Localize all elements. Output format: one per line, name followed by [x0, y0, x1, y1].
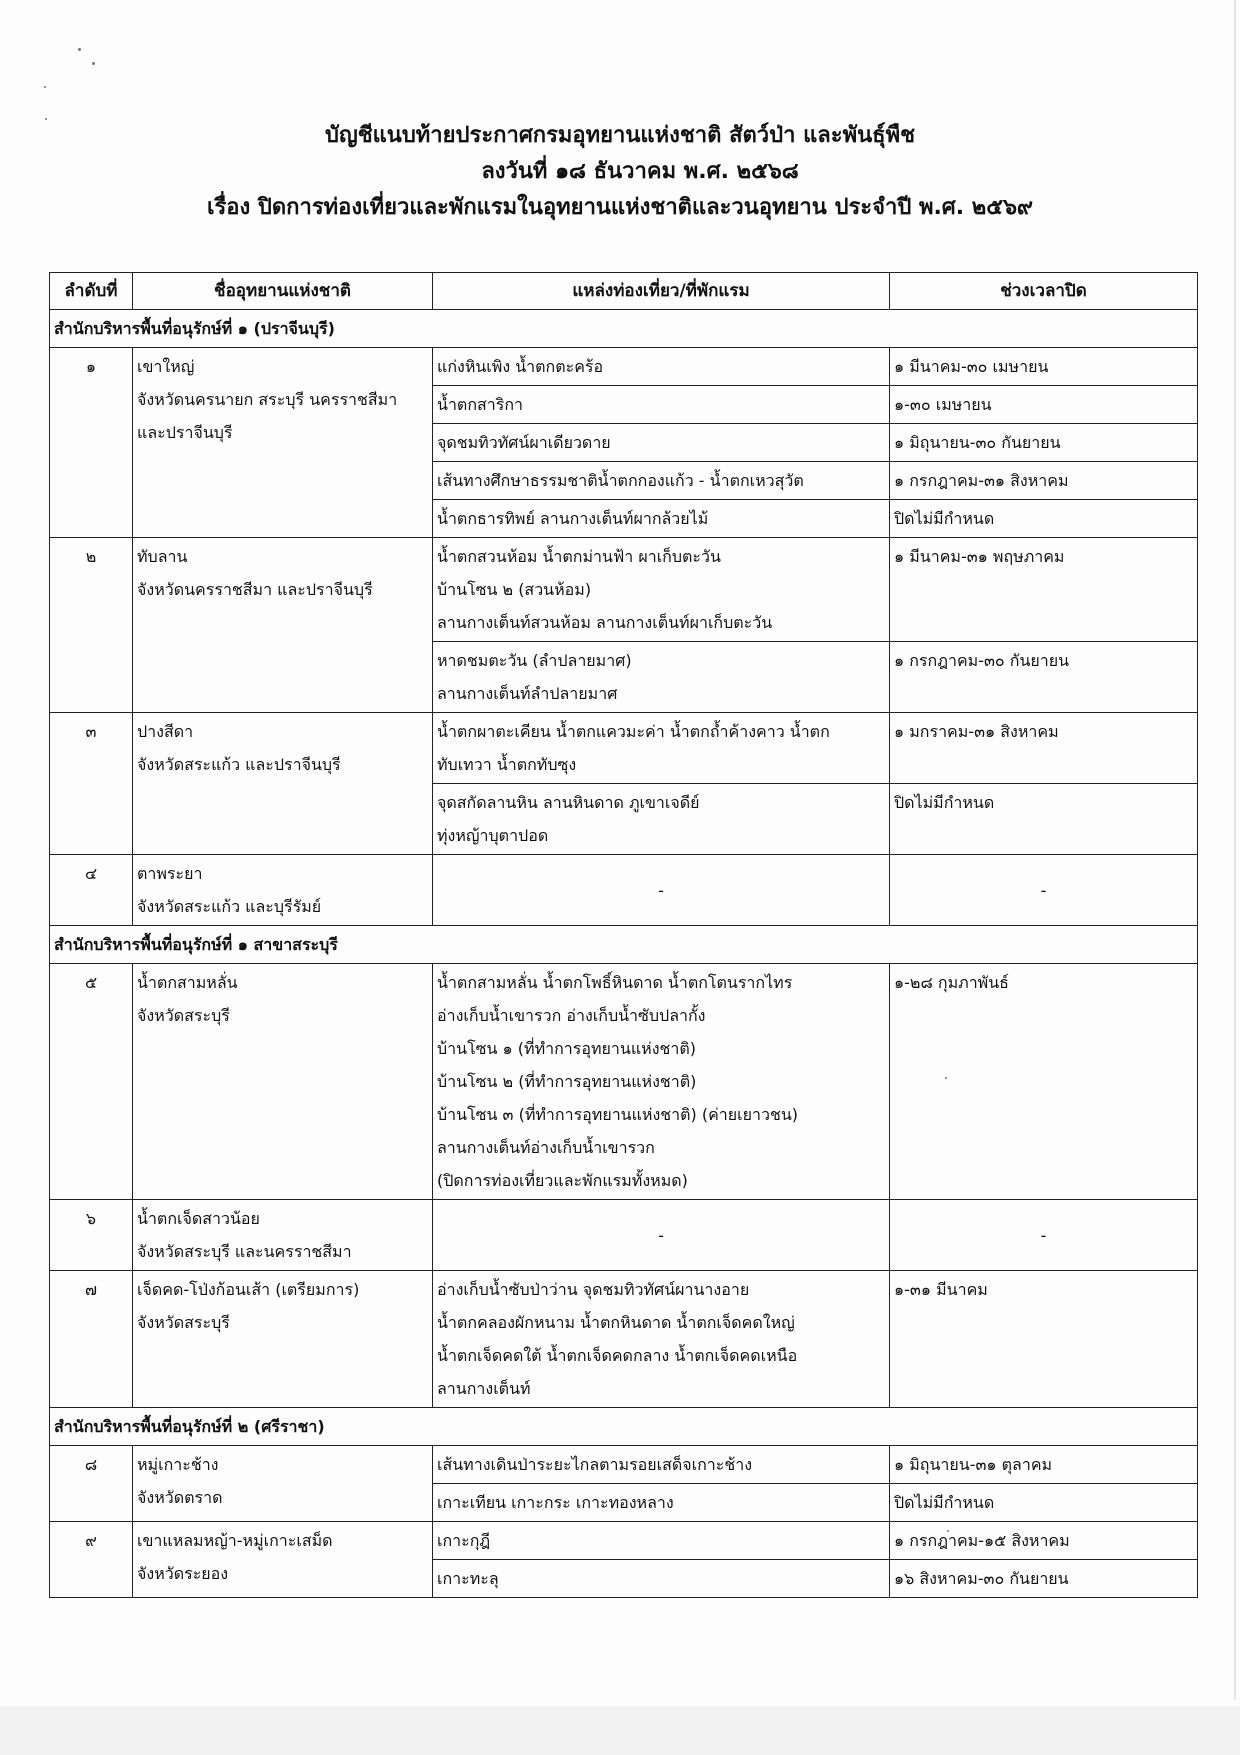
place-text: เกาะกุฎี — [437, 1531, 491, 1550]
table-row — [50, 1271, 1198, 1408]
place-text: หาดชมตะวัน (ลำปลายมาศ) — [437, 651, 632, 670]
park-name: หมู่เกาะช้าง — [137, 1455, 219, 1474]
park-name-cell — [133, 1271, 433, 1408]
park-name: ปางสีดา — [137, 722, 194, 741]
table-header-row — [50, 273, 1198, 310]
park-number: ๒ — [50, 538, 133, 713]
place-cell: - — [433, 1200, 890, 1271]
place-cell — [433, 1271, 890, 1408]
park-province: จังหวัดสระแก้ว และบุรีรัมย์ — [137, 897, 322, 916]
table-row — [50, 1522, 1198, 1560]
table-row — [50, 855, 1198, 926]
page-edge-shadow — [1234, 0, 1236, 1700]
park-province: จังหวัดสระบุรี — [137, 1006, 230, 1025]
park-name-cell — [133, 964, 433, 1200]
place-text: (ปิดการท่องเที่ยวและพักแรมทั้งหมด) — [437, 1171, 688, 1190]
place-text: เกาะเทียน เกาะกระ เกาะทองหลาง — [437, 1493, 674, 1512]
header-line-1: บัญชีแนบท้ายประกาศกรมอุทยานแห่งชาติ สัตว์ป่า และพันธุ์พืช — [324, 123, 916, 148]
place-cell — [433, 964, 890, 1200]
scan-bottom-margin — [0, 1706, 1240, 1755]
park-province: จังหวัดนครนายก สระบุรี นครราชสีมา — [137, 390, 398, 409]
table-row — [50, 1200, 1198, 1271]
section-title: สำนักบริหารพื้นที่อนุรักษ์ที่ ๑ (ปราจีนบุรี) — [50, 310, 1198, 348]
park-number: ๘ — [50, 1446, 133, 1522]
place-text: อ่างเก็บน้ำซับป่าว่าน จุดชมทิวทัศน์ผานางอาย — [437, 1280, 750, 1299]
park-name: เขาใหญ่ — [137, 357, 195, 376]
col-header-no: ลำดับที่ — [50, 273, 133, 310]
table-row — [50, 964, 1198, 1200]
place-text: ลานกางเต็นท์ — [437, 1379, 531, 1398]
header-line-2: ลงวันที่ ๑๘ ธันวาคม พ.ศ. ๒๕๖๘ — [481, 159, 799, 184]
place-cell — [433, 538, 890, 642]
place-cell — [433, 424, 890, 462]
park-name-cell — [133, 348, 433, 538]
table-row — [50, 348, 1198, 386]
park-number: ๓ — [50, 713, 133, 855]
section-title: สำนักบริหารพื้นที่อนุรักษ์ที่ ๒ (ศรีราชา) — [50, 1408, 1198, 1446]
place-cell — [433, 386, 890, 424]
place-text: น้ำตกคลองผักหนาม น้ำตกหินดาด น้ำตกเจ็ดคดใหญ่ — [437, 1313, 795, 1332]
place-text: จุดชมทิวทัศน์ผาเดียวดาย — [437, 433, 611, 452]
park-name-cell — [133, 1200, 433, 1271]
table-row — [50, 1446, 1198, 1484]
park-name: ทับลาน — [137, 547, 188, 566]
place-cell — [433, 500, 890, 538]
park-name-cell — [133, 713, 433, 855]
park-number: ๕ — [50, 964, 133, 1200]
place-text: น้ำตกสวนห้อม น้ำตกม่านฟ้า ผาเก็บตะวัน — [437, 547, 721, 566]
park-name: ตาพระยา — [137, 864, 203, 883]
place-text: น้ำตกสามหลั่น น้ำตกโพธิ์หินดาด น้ำตกโตนรากไทร — [437, 973, 793, 992]
header-line-3: เรื่อง ปิดการท่องเที่ยวและพักแรมในอุทยานแห่งชาติและวนอุทยาน ประจำปี พ.ศ. ๒๕๖๙ — [206, 195, 1034, 220]
place-text: บ้านโซน ๒ (ที่ทำการอุทยานแห่งชาติ) — [437, 1072, 697, 1091]
place-cell — [433, 462, 890, 500]
place-text: น้ำตกเจ็ดคดใต้ น้ำตกเจ็ดคดกลาง น้ำตกเจ็ดคดเหนือ — [437, 1346, 798, 1365]
period-cell: ๑ มีนาคม-๓๑ พฤษภาคม — [890, 538, 1198, 642]
period-cell: - — [890, 855, 1198, 926]
park-name: น้ำตกเจ็ดสาวน้อย — [137, 1209, 260, 1228]
document-header — [0, 118, 1240, 226]
park-name: น้ำตกสามหลั่น — [137, 973, 238, 992]
place-text: อ่างเก็บน้ำเขารวก อ่างเก็บน้ำซับปลากั้ง — [437, 1006, 706, 1025]
section-row — [50, 1408, 1198, 1446]
closure-table — [49, 272, 1198, 1598]
period-cell: ๑-๒๘ กุมภาพันธ์ — [890, 964, 1198, 1200]
park-province: จังหวัดระยอง — [137, 1564, 229, 1583]
place-text: น้ำตกผาตะเคียน น้ำตกแควมะค่า น้ำตกถ้ำค้างคาว น้ำตก — [437, 722, 830, 741]
place-cell — [433, 1560, 890, 1598]
park-province: และปราจีนบุรี — [137, 423, 233, 442]
col-header-period: ช่วงเวลาปิด — [890, 273, 1198, 310]
park-name-cell — [133, 538, 433, 713]
park-province: จังหวัดสระแก้ว และปราจีนบุรี — [137, 755, 341, 774]
place-text: น้ำตกธารทิพย์ ลานกางเต็นท์ผากล้วยไม้ — [437, 509, 709, 528]
park-province: จังหวัดนครราชสีมา และปราจีนบุรี — [137, 580, 373, 599]
park-number: ๔ — [50, 855, 133, 926]
period-cell: ๑ มิถุนายน-๓๑ ตุลาคม — [890, 1446, 1198, 1484]
place-cell — [433, 1446, 890, 1484]
park-name: เขาแหลมหญ้า-หมู่เกาะเสม็ด — [137, 1531, 333, 1550]
period-cell: ๑ มกราคม-๓๑ สิงหาคม — [890, 713, 1198, 784]
park-province: จังหวัดสระบุรี และนครราชสีมา — [137, 1242, 352, 1261]
place-text: บ้านโซน ๓ (ที่ทำการอุทยานแห่งชาติ) (ค่ายเยาวชน) — [437, 1105, 799, 1124]
place-text: บ้านโซน ๑ (ที่ทำการอุทยานแห่งชาติ) — [437, 1039, 696, 1058]
place-text: บ้านโซน ๒ (สวนห้อม) — [437, 580, 592, 599]
period-cell: ๑ กรกฎาคม-๑๕ สิงหาคม — [890, 1522, 1198, 1560]
park-name: เจ็ดคด-โป่งก้อนเส้า (เตรียมการ) — [137, 1280, 360, 1299]
place-text: น้ำตกสาริกา — [437, 395, 524, 414]
period-cell: ๑๖ สิงหาคม-๓๐ กันยายน — [890, 1560, 1198, 1598]
park-name-cell — [133, 1522, 433, 1598]
place-text: เส้นทางเดินป่าระยะไกลตามรอยเสด็จเกาะช้าง — [437, 1455, 753, 1474]
park-number: ๑ — [50, 348, 133, 538]
place-text: เส้นทางศึกษาธรรมชาติน้ำตกกองแก้ว - น้ำตกเหวสุวัต — [437, 471, 804, 490]
park-province: จังหวัดตราด — [137, 1488, 223, 1507]
park-number: ๗ — [50, 1271, 133, 1408]
section-row — [50, 310, 1198, 348]
place-text: เกาะทะลุ — [437, 1569, 499, 1588]
section-title: สำนักบริหารพื้นที่อนุรักษ์ที่ ๑ สาขาสระบุรี — [50, 926, 1198, 964]
place-text: ลานกางเต็นท์อ่างเก็บน้ำเขารวก — [437, 1138, 655, 1157]
place-cell — [433, 1484, 890, 1522]
park-number: ๖ — [50, 1200, 133, 1271]
period-cell: ๑ กรกฎาคม-๓๑ สิงหาคม — [890, 462, 1198, 500]
park-name-cell — [133, 855, 433, 926]
place-cell: - — [433, 855, 890, 926]
park-number: ๙ — [50, 1522, 133, 1598]
place-cell — [433, 348, 890, 386]
place-text: ลานกางเต็นท์ลำปลายมาศ — [437, 684, 618, 703]
place-cell — [433, 784, 890, 855]
period-cell: ๑-๓๐ เมษายน — [890, 386, 1198, 424]
place-text: ทุ่งหญ้าบุตาปอด — [437, 826, 549, 845]
place-text: แก่งหินเพิง น้ำตกตะคร้อ — [437, 357, 604, 376]
period-cell: ปิดไม่มีกำหนด — [890, 1484, 1198, 1522]
place-text: ทับเทวา น้ำตกทับซุง — [437, 755, 577, 774]
col-header-place: แหล่งท่องเที่ยว/ที่พักแรม — [433, 273, 890, 310]
place-text: จุดสกัดลานหิน ลานหินดาด ภูเขาเจดีย์ — [437, 793, 700, 812]
place-cell — [433, 1522, 890, 1560]
period-cell: ๑ มีนาคม-๓๐ เมษายน — [890, 348, 1198, 386]
period-cell: ปิดไม่มีกำหนด — [890, 784, 1198, 855]
period-cell: ๑-๓๑ มีนาคม — [890, 1271, 1198, 1408]
period-cell: ปิดไม่มีกำหนด — [890, 500, 1198, 538]
section-row — [50, 926, 1198, 964]
place-text: ลานกางเต็นท์สวนห้อม ลานกางเต็นท์ผาเก็บตะวัน — [437, 613, 773, 632]
park-name-cell — [133, 1446, 433, 1522]
col-header-park: ชื่ออุทยานแห่งชาติ — [133, 273, 433, 310]
park-province: จังหวัดสระบุรี — [137, 1313, 230, 1332]
place-cell — [433, 713, 890, 784]
period-cell: ๑ มิถุนายน-๓๐ กันยายน — [890, 424, 1198, 462]
table-row — [50, 713, 1198, 784]
place-cell — [433, 642, 890, 713]
table-row — [50, 538, 1198, 642]
period-cell: ๑ กรกฎาคม-๓๐ กันยายน — [890, 642, 1198, 713]
period-cell: - — [890, 1200, 1198, 1271]
